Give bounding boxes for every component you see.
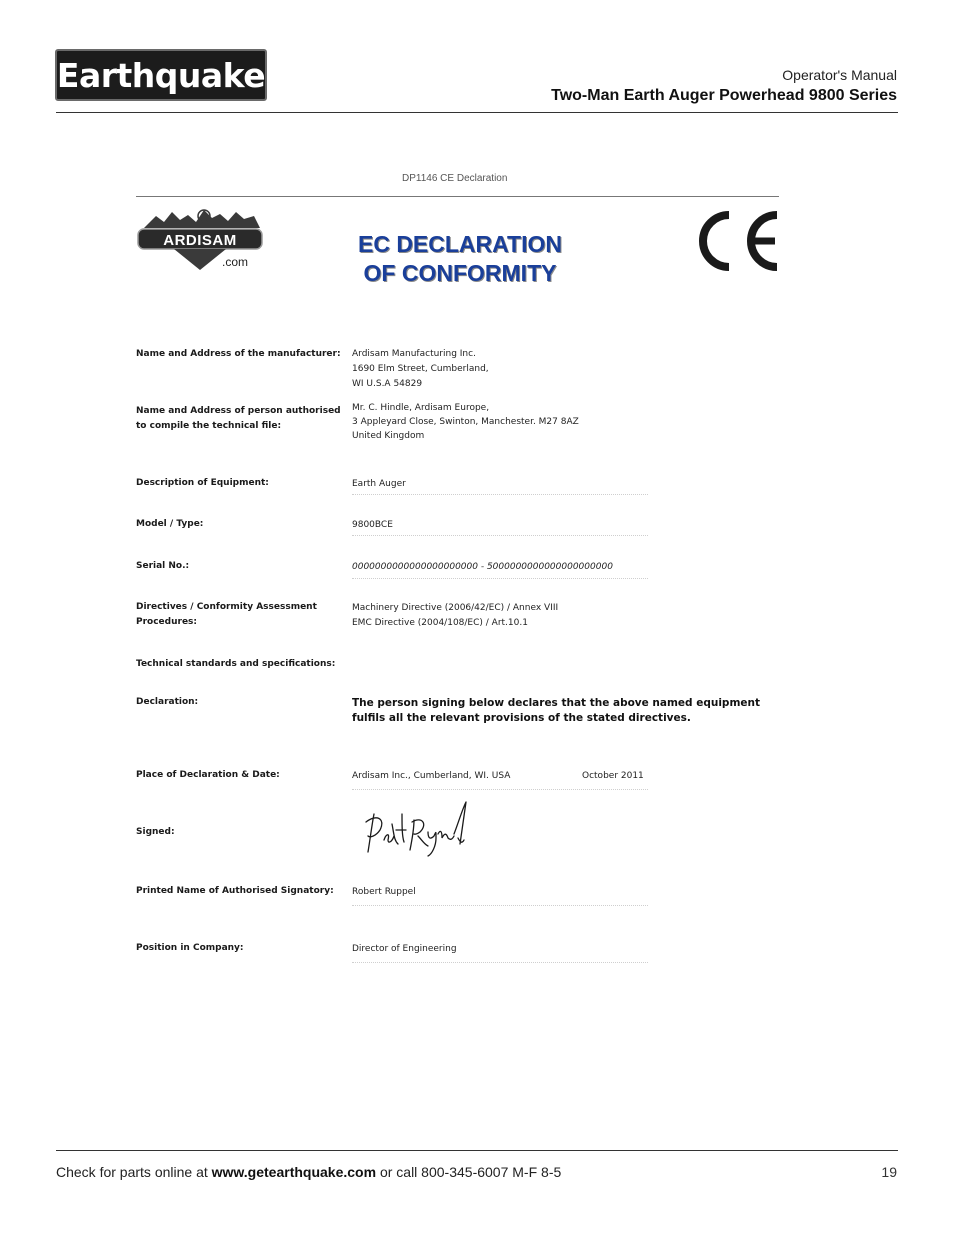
header-divider [56, 112, 898, 113]
place-value: Ardisam Inc., Cumberland, WI. USA [352, 771, 511, 781]
authorised-person-name: Mr. C. Hindle, Ardisam Europe, [352, 403, 490, 413]
signed-label: Signed: [136, 827, 175, 837]
model-dotted-line [352, 535, 648, 536]
equipment-dotted-line [352, 494, 648, 495]
machinery-directive: Machinery Directive (2006/42/EC) / Annex VIII [352, 603, 559, 613]
authorised-person-label-line2: to compile the technical file: [136, 421, 282, 431]
declaration-title-line2: OF CONFORMITY [363, 260, 557, 286]
declaration-title [340, 230, 580, 288]
product-title: Two-Man Earth Auger Powerhead 9800 Series [551, 87, 897, 104]
ce-mark-icon [697, 211, 781, 271]
serial-value: 0000000000000000000000 - 5000000000000000000000 [352, 562, 613, 572]
model-label: Model / Type: [136, 519, 204, 529]
position-label: Position in Company: [136, 943, 244, 953]
manufacturer-label: Name and Address of the manufacturer: [136, 349, 341, 359]
position-value: Director of Engineering [352, 944, 457, 954]
signatory-value: Robert Ruppel [352, 887, 416, 897]
footer-text [56, 1164, 561, 1180]
manufacturer-street: 1690 Elm Street, Cumberland, [352, 364, 489, 374]
document-divider [136, 196, 779, 197]
signatory-label: Printed Name of Authorised Signatory: [136, 886, 334, 896]
serial-dotted-line [352, 578, 648, 579]
place-date-label: Place of Declaration & Date: [136, 770, 280, 780]
ardisam-logo-suffix: .com [222, 255, 249, 269]
declaration-statement-line1: The person signing below declares that the above named equipment [352, 697, 761, 709]
declaration-title-line1: EC DECLARATION [357, 231, 562, 257]
directives-label-line1: Directives / Conformity Assessment [136, 602, 317, 612]
footer-website-link[interactable]: www.getearthquake.com [211, 1164, 377, 1180]
manufacturer-name: Ardisam Manufacturing Inc. [352, 349, 476, 359]
equipment-label: Description of Equipment: [136, 478, 269, 488]
declaration-statement-line2: fulfils all the relevant provisions of the stated directives. [352, 712, 691, 724]
footer-divider [56, 1150, 898, 1151]
serial-label: Serial No.: [136, 561, 190, 571]
declaration-label: Declaration: [136, 697, 199, 707]
equipment-value: Earth Auger [352, 479, 406, 489]
page-number: 19 [881, 1164, 897, 1180]
footer-prefix: Check for parts online at [56, 1164, 212, 1180]
emc-directive: EMC Directive (2004/108/EC) / Art.10.1 [352, 618, 528, 628]
standards-label: Technical standards and specifications: [136, 659, 336, 669]
authorised-person-country: United Kingdom [352, 431, 425, 441]
brand-name: Earthquake [56, 55, 266, 95]
directives-label-line2: Procedures: [136, 617, 198, 627]
document-reference: DP1146 CE Declaration [402, 173, 508, 184]
manual-label: Operator's Manual [782, 67, 897, 83]
model-value: 9800BCE [352, 520, 393, 530]
signatory-dotted-line [352, 905, 648, 906]
signature-image [362, 800, 474, 858]
ardisam-logo-text: ARDISAM [163, 232, 237, 249]
date-value: October 2011 [582, 771, 644, 781]
earthquake-logo [55, 49, 267, 101]
authorised-person-address: 3 Appleyard Close, Swinton, Manchester. M27 8AZ [352, 417, 579, 427]
authorised-person-label-line1: Name and Address of person authorised [136, 406, 341, 416]
place-date-dotted-line [352, 789, 648, 790]
manufacturer-zip: WI U.S.A 54829 [352, 379, 423, 389]
position-dotted-line [352, 962, 648, 963]
footer-suffix: or call 800-345-6007 M-F 8-5 [376, 1164, 562, 1180]
